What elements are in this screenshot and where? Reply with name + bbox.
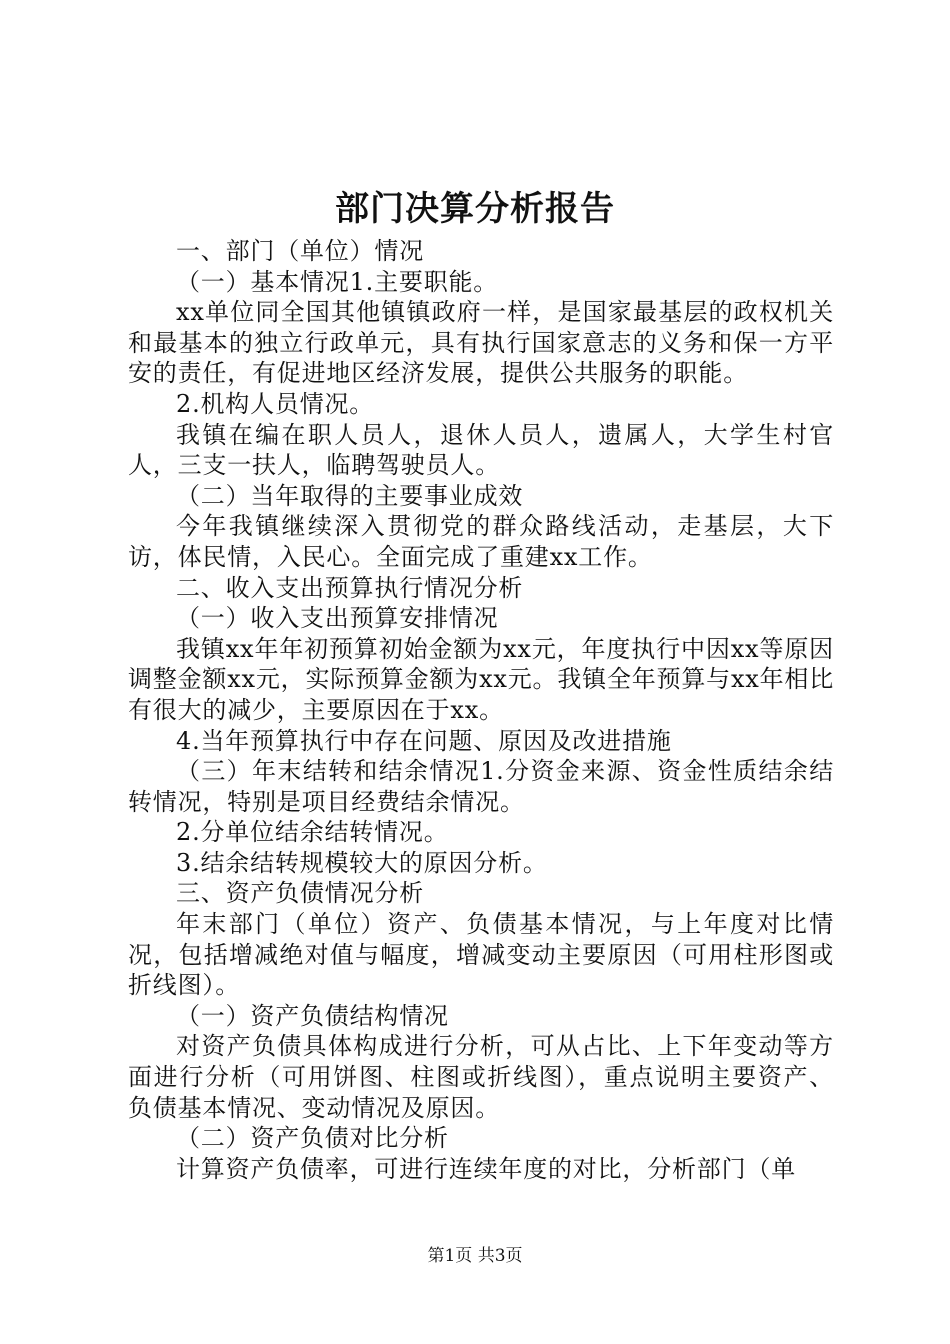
- document-body: [128, 236, 834, 1184]
- document-title: 部门决算分析报告: [335, 189, 615, 229]
- paragraph: 计算资产负债率，可进行连续年度的对比，分析部门（单: [176, 1154, 796, 1183]
- paragraph: （三）年末结转和结余情况1.分资金来源、资金性质结余结转情况，特别是项目经费结余情况。: [128, 757, 834, 816]
- page-footer: 第1页 共3页: [427, 1246, 523, 1266]
- paragraph: （一）基本情况1.主要职能。: [176, 267, 499, 296]
- paragraph: 三、资产负债情况分析: [176, 879, 424, 908]
- paragraph: （二）当年取得的主要事业成效: [176, 481, 524, 510]
- paragraph: 2.分单位结余结转情况。: [176, 818, 449, 847]
- paragraph: 今年我镇继续深入贯彻党的群众路线活动，走基层，大下访，体民情，入民心。全面完成了重建xx工作。: [128, 512, 834, 571]
- paragraph: 2.机构人员情况。: [176, 389, 375, 418]
- paragraph: 我镇xx年年初预算初始金额为xx元，年度执行中因xx等原因调整金额xx元，实际预算金额为xx元。我镇全年预算与xx年相比有很大的减少，主要原因在于xx。: [128, 634, 835, 724]
- paragraph: 一、部门（单位）情况: [176, 237, 424, 265]
- paragraph: 对资产负债具体构成进行分析，可从占比、上下年变动等方面进行分析（可用饼图、柱图或折线图），重点说明主要资产、负债基本情况、变动情况及原因。: [128, 1032, 834, 1122]
- paragraph: 年末部门（单位）资产、负债基本情况，与上年度对比情况，包括增减绝对值与幅度，增减变动主要原因（可用柱形图或折线图）。: [128, 910, 834, 1000]
- paragraph: 我镇在编在职人员人，退休人员人，遗属人，大学生村官人，三支一扶人，临聘驾驶员人。: [128, 420, 834, 480]
- paragraph: 3.结余结转规模较大的原因分析。: [176, 848, 548, 877]
- paragraph: （二）资产负债对比分析: [176, 1124, 449, 1153]
- paragraph: 二、收入支出预算执行情况分析: [176, 573, 524, 602]
- paragraph: （一）资产负债结构情况: [176, 1001, 449, 1030]
- paragraph: （一）收入支出预算安排情况: [176, 604, 499, 633]
- paragraph: xx单位同全国其他镇镇政府一样，是国家最基层的政权机关和最基本的独立行政单元，具有执行国家意志的义务和保一方平安的责任，有促进地区经济发展，提供公共服务的职能。: [128, 298, 834, 388]
- paragraph: 4.当年预算执行中存在问题、原因及改进措施: [176, 726, 672, 755]
